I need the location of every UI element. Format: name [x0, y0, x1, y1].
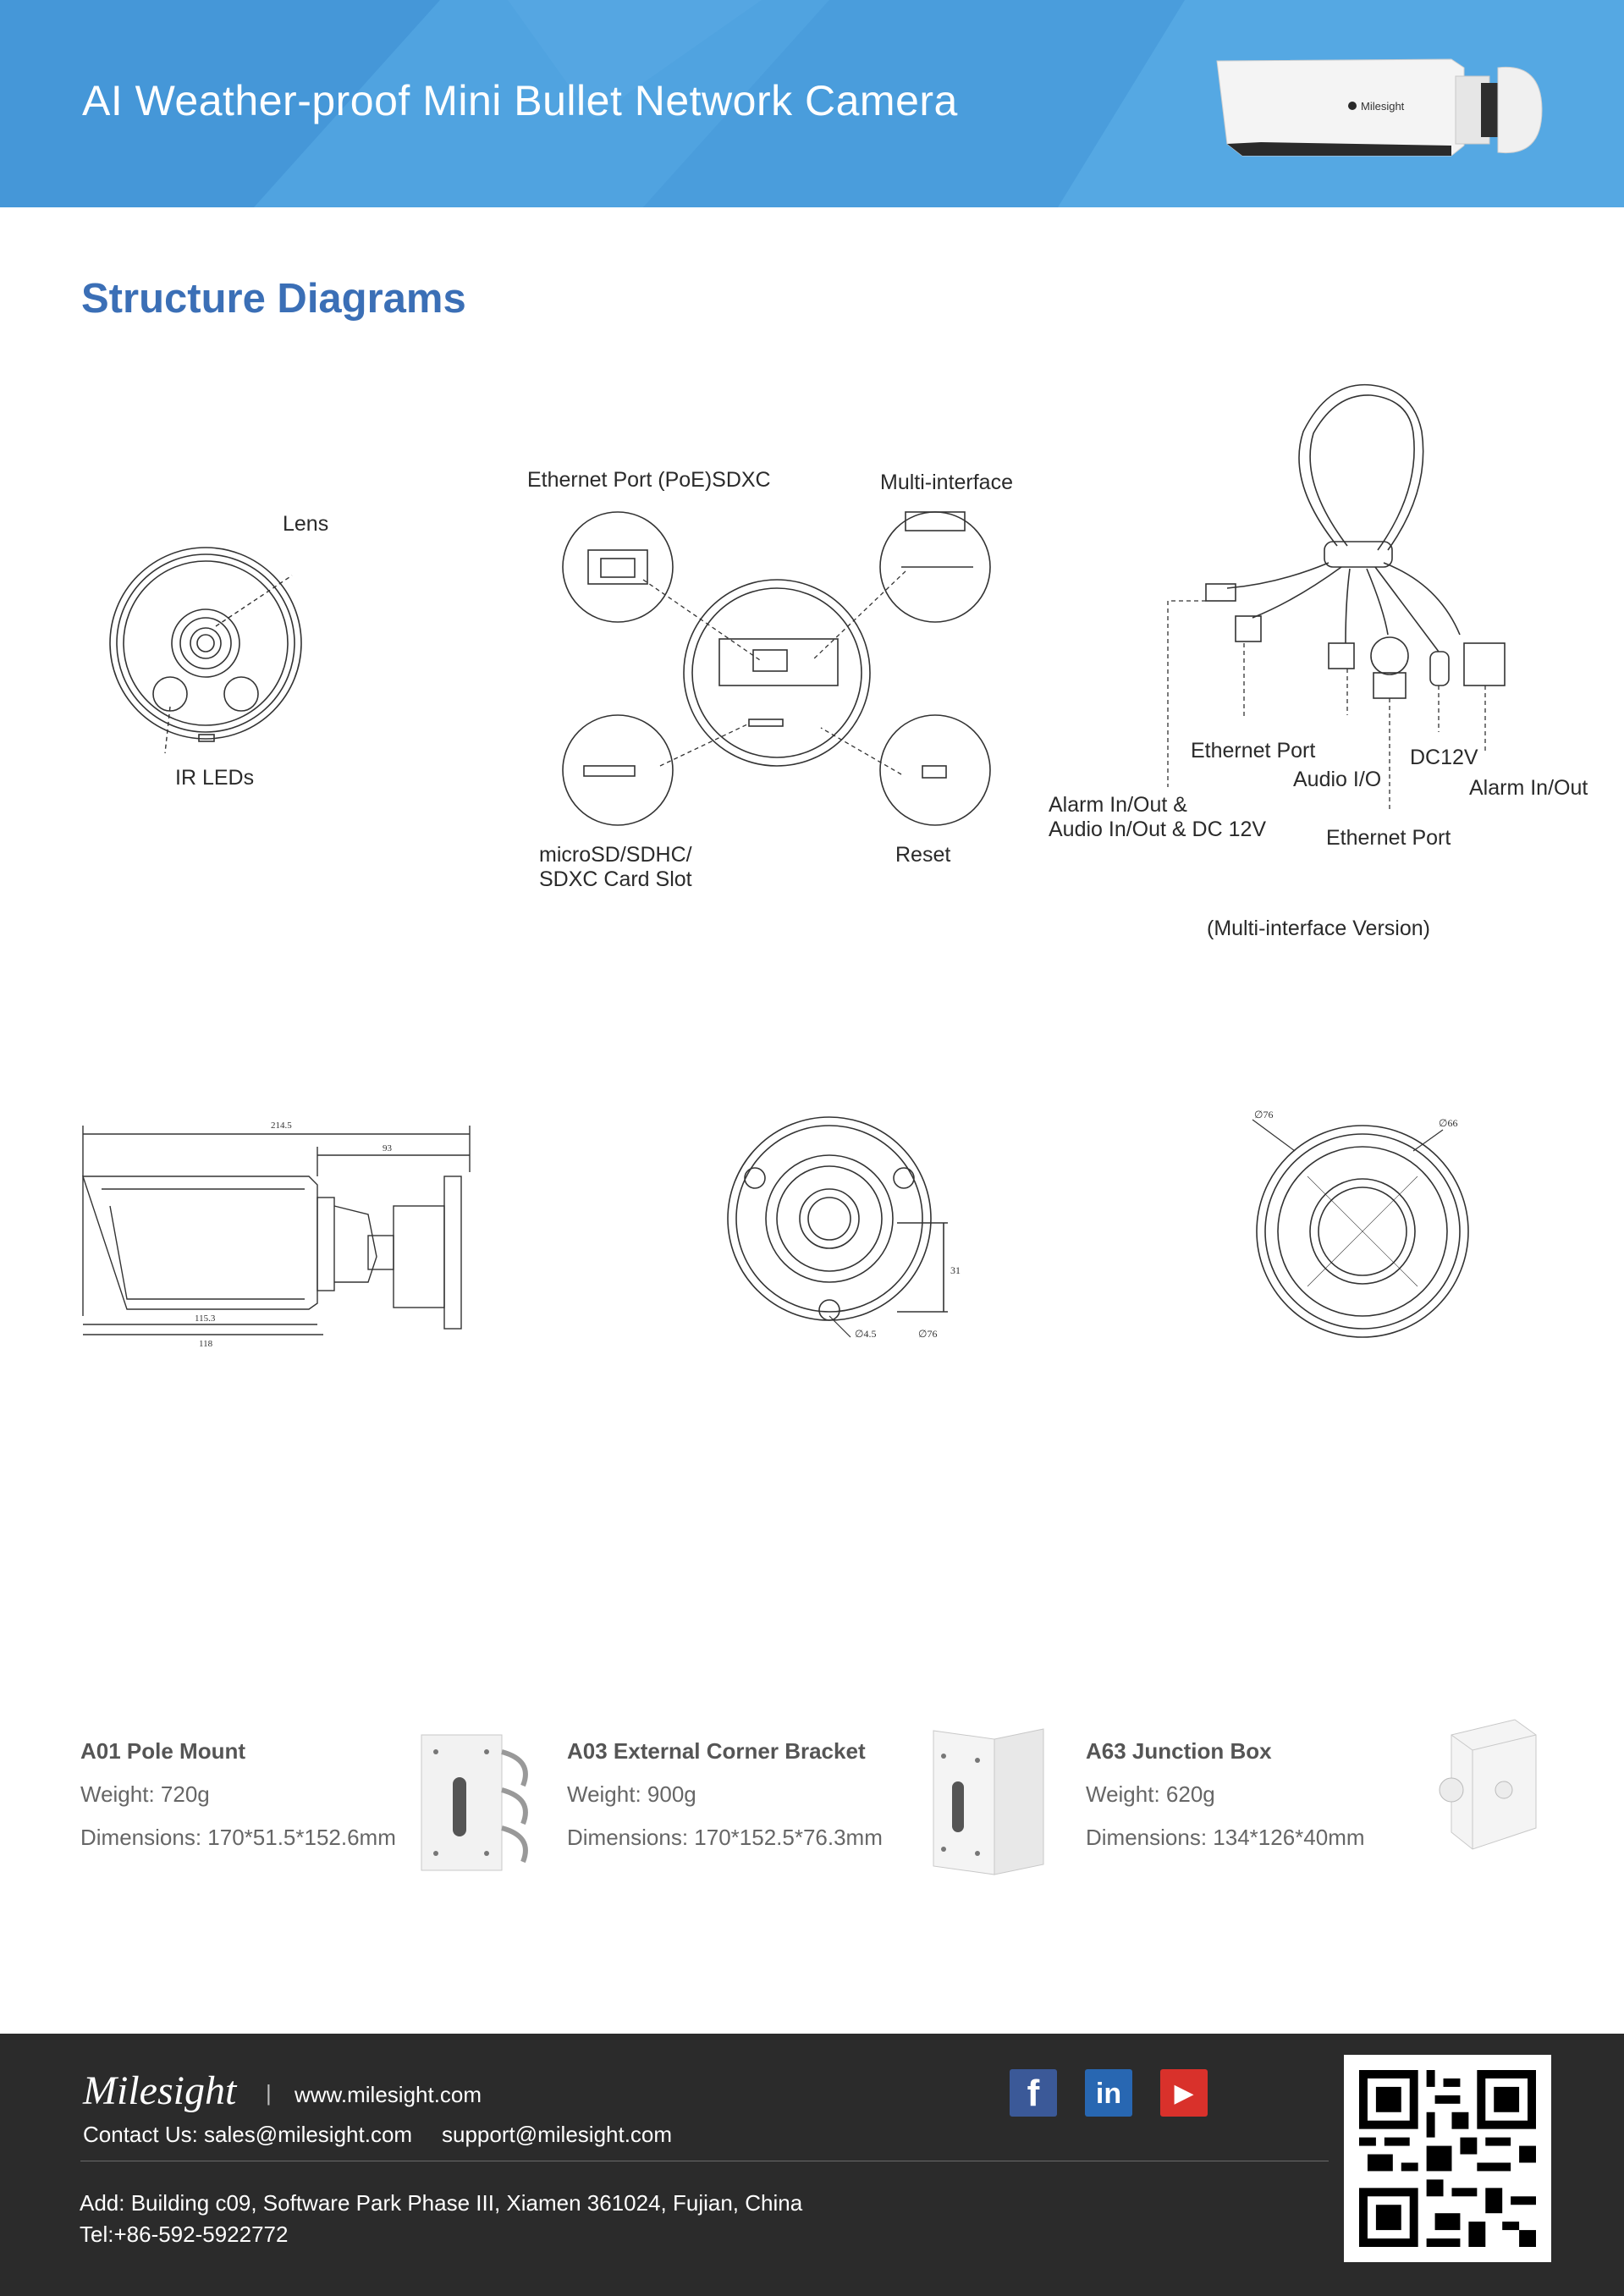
accessory-dimensions: Dimensions: 170*152.5*76.3mm	[567, 1825, 883, 1850]
card-slot-label-line1: microSD/SDHC/	[539, 843, 692, 867]
ir-leds-label: IR LEDs	[175, 766, 255, 790]
dim-front-hole: ∅4.5	[855, 1328, 877, 1340]
alarm-in-out-label: Alarm In/Out	[1469, 776, 1588, 800]
accessory-dimensions: Dimensions: 170*51.5*152.6mm	[80, 1825, 396, 1850]
footer-contact-support[interactable]: support@milesight.com	[442, 2122, 673, 2147]
ethernet-port-label-1: Ethernet Port	[1191, 739, 1316, 763]
rear-dimension-drawing	[1236, 1104, 1489, 1350]
facebook-glyph: f	[1027, 2073, 1040, 2114]
pole-mount-image	[415, 1726, 533, 1875]
qr-code	[1344, 2055, 1551, 2262]
section-title: Structure Diagrams	[81, 276, 466, 322]
accessory-a63	[1086, 1738, 1365, 1851]
dim-side-body2: 118	[199, 1339, 213, 1349]
footer-address: Add: Building c09, Software Park Phase III, Xiamen 361024, Fujian, China	[80, 2190, 803, 2216]
card-slot-label-line2: SDXC Card Slot	[539, 867, 692, 891]
alarm-combo-label-line1: Alarm In/Out &	[1049, 793, 1187, 817]
accessory-weight: Weight: 900g	[567, 1781, 696, 1807]
multi-interface-label: Multi-interface	[880, 471, 1013, 494]
dim-front-height: 31	[950, 1264, 961, 1276]
footer-logo: Milesight	[83, 2068, 237, 2113]
accessory-dimensions-weight: Weight: 620g	[1086, 1781, 1215, 1807]
dc12v-label: DC12V	[1410, 746, 1478, 769]
youtube-icon[interactable]	[1160, 2069, 1208, 2117]
footer	[0, 2034, 1624, 2296]
footer-contact-sales[interactable]: Contact Us: sales@milesight.com	[83, 2122, 413, 2147]
dim-side-mount: 93	[383, 1143, 392, 1154]
camera-product-image	[1210, 51, 1549, 169]
dim-front-diameter: ∅76	[918, 1328, 938, 1340]
audio-io-label: Audio I/O	[1293, 768, 1382, 791]
front-view-diagram	[106, 542, 317, 762]
accessory-name: A63 Junction Box	[1086, 1738, 1272, 1764]
footer-separator: |	[266, 2080, 272, 2106]
dim-rear-outer: ∅76	[1254, 1109, 1274, 1120]
qr-code-pattern	[1359, 2070, 1536, 2247]
junction-box-image	[1434, 1710, 1540, 1862]
accessory-name: A01 Pole Mount	[80, 1738, 246, 1764]
accessory-weight: Weight: 720g	[80, 1781, 210, 1807]
multi-interface-version-caption: (Multi-interface Version)	[1207, 917, 1430, 940]
lens-label: Lens	[283, 512, 329, 536]
inside-view-diagram	[559, 495, 1016, 834]
footer-website-link[interactable]: www.milesight.com	[295, 2082, 482, 2107]
linkedin-glyph: in	[1095, 2078, 1122, 2110]
youtube-glyph: ▶	[1174, 2079, 1194, 2108]
facebook-icon[interactable]	[1010, 2069, 1057, 2117]
front-dimension-drawing	[711, 1109, 990, 1346]
footer-tel: Tel:+86-592-5922772	[80, 2222, 289, 2247]
accessory-dimensions: Dimensions: 134*126*40mm	[1086, 1825, 1365, 1850]
header-banner	[0, 0, 1624, 207]
linkedin-icon[interactable]	[1085, 2069, 1132, 2117]
side-dimension-drawing	[76, 1113, 482, 1350]
alarm-combo-label-line2: Audio In/Out & DC 12V	[1049, 818, 1267, 841]
ethernet-poe-label: Ethernet Port (PoE)SDXC	[527, 468, 771, 492]
dim-side-body1: 115.3	[195, 1313, 216, 1324]
ethernet-port-label-2: Ethernet Port	[1326, 826, 1451, 850]
page-title: AI Weather-proof Mini Bullet Network Camera	[82, 77, 958, 124]
accessory-a01	[80, 1738, 396, 1851]
accessory-a03	[567, 1738, 883, 1851]
dim-side-overall: 214.5	[271, 1120, 292, 1131]
camera-logo-text: Milesight	[1361, 100, 1405, 113]
accessory-name: A03 External Corner Bracket	[567, 1738, 866, 1764]
corner-bracket-image	[927, 1722, 1049, 1879]
reset-label: Reset	[895, 843, 951, 867]
dim-rear-inner: ∅66	[1439, 1117, 1458, 1129]
